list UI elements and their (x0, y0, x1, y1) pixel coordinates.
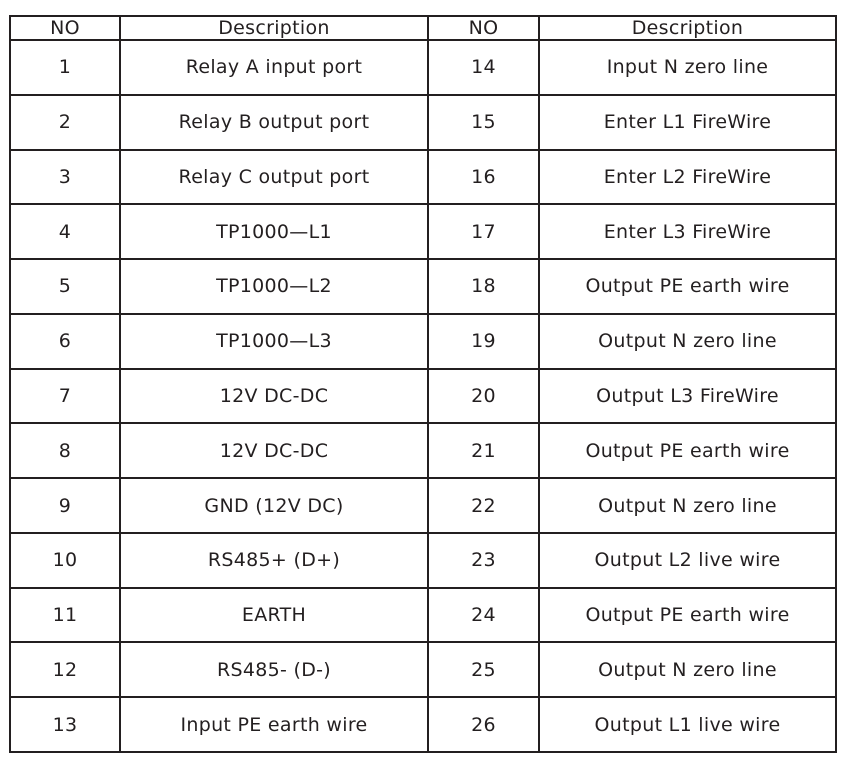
cell-no-left: 10 (10, 533, 120, 588)
cell-description-left: Relay B output port (120, 95, 428, 150)
table-row (10, 95, 836, 150)
cell-no-right: 25 (428, 642, 539, 697)
cell-no-right: 24 (428, 588, 539, 643)
header-no-right: NO (428, 16, 539, 40)
cell-no-right: 16 (428, 150, 539, 205)
cell-description-right: Output N zero line (539, 478, 836, 533)
cell-description-left: 12V DC-DC (120, 369, 428, 424)
cell-no-right: 19 (428, 314, 539, 369)
cell-no-left: 8 (10, 423, 120, 478)
cell-no-left: 3 (10, 150, 120, 205)
cell-description-right: Output N zero line (539, 314, 836, 369)
cell-description-left: RS485- (D-) (120, 642, 428, 697)
table-row (10, 697, 836, 752)
cell-description-left: GND (12V DC) (120, 478, 428, 533)
table-row (10, 642, 836, 697)
cell-description-right: Output L2 live wire (539, 533, 836, 588)
cell-no-left: 5 (10, 259, 120, 314)
cell-description-right: Input N zero line (539, 40, 836, 95)
cell-description-left: Relay C output port (120, 150, 428, 205)
table-row (10, 40, 836, 95)
cell-description-left: TP1000—L2 (120, 259, 428, 314)
cell-no-right: 14 (428, 40, 539, 95)
cell-description-right: Output PE earth wire (539, 423, 836, 478)
cell-no-left: 7 (10, 369, 120, 424)
header-no-left: NO (10, 16, 120, 40)
table-row (10, 533, 836, 588)
cell-description-right: Output L3 FireWire (539, 369, 836, 424)
cell-no-left: 13 (10, 697, 120, 752)
cell-description-right: Output PE earth wire (539, 259, 836, 314)
header-description-right: Description (539, 16, 836, 40)
cell-description-left: EARTH (120, 588, 428, 643)
cell-no-left: 1 (10, 40, 120, 95)
cell-description-left: Input PE earth wire (120, 697, 428, 752)
cell-no-left: 11 (10, 588, 120, 643)
pin-description-table (9, 15, 837, 753)
cell-no-right: 21 (428, 423, 539, 478)
cell-description-right: Enter L2 FireWire (539, 150, 836, 205)
cell-description-left: Relay A input port (120, 40, 428, 95)
cell-description-left: 12V DC-DC (120, 423, 428, 478)
cell-no-left: 6 (10, 314, 120, 369)
cell-no-right: 23 (428, 533, 539, 588)
cell-description-left: TP1000—L1 (120, 204, 428, 259)
cell-description-right: Output PE earth wire (539, 588, 836, 643)
table-row (10, 204, 836, 259)
cell-no-right: 15 (428, 95, 539, 150)
cell-no-left: 9 (10, 478, 120, 533)
cell-no-left: 2 (10, 95, 120, 150)
cell-description-right: Output L1 live wire (539, 697, 836, 752)
cell-description-left: RS485+ (D+) (120, 533, 428, 588)
cell-description-right: Enter L3 FireWire (539, 204, 836, 259)
header-description-left: Description (120, 16, 428, 40)
cell-description-right: Output N zero line (539, 642, 836, 697)
cell-no-right: 20 (428, 369, 539, 424)
table-row (10, 259, 836, 314)
cell-no-right: 17 (428, 204, 539, 259)
cell-description-right: Enter L1 FireWire (539, 95, 836, 150)
table-header-row (10, 16, 836, 40)
table-body (10, 40, 836, 752)
cell-no-left: 12 (10, 642, 120, 697)
table-row (10, 478, 836, 533)
cell-no-right: 22 (428, 478, 539, 533)
table-row (10, 423, 836, 478)
cell-description-left: TP1000—L3 (120, 314, 428, 369)
cell-no-right: 26 (428, 697, 539, 752)
table-row (10, 314, 836, 369)
cell-no-right: 18 (428, 259, 539, 314)
table-row (10, 369, 836, 424)
table-row (10, 150, 836, 205)
table-row (10, 588, 836, 643)
cell-no-left: 4 (10, 204, 120, 259)
